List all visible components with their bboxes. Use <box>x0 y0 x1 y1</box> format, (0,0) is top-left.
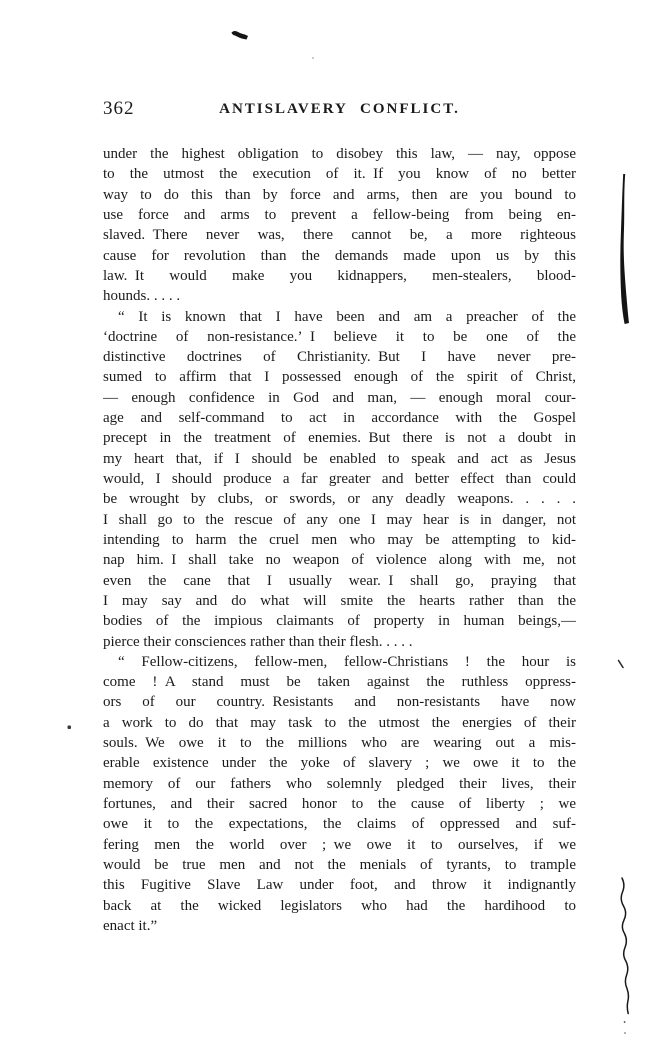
text-line: this Fugitive Slave Law under foot, and throw it indignantly <box>103 877 576 894</box>
pen-squiggle-bottom-right-icon <box>621 878 628 1014</box>
text-line: my heart that, if I should be enabled to speak and act as Jesus <box>103 450 576 467</box>
text-line: intending to harm the cruel men who may be attempting to kid- <box>103 531 576 548</box>
text-line: cause for revolution than the demands made upon us by this <box>103 247 576 264</box>
text-line: law. It would make you kidnappers, men-stealers, blood- <box>103 267 576 284</box>
text-line: be wrought by clubs, or swords, or any deadly weapons. . . . . <box>103 491 576 508</box>
text-line: — enough confidence in God and man, — enough moral cour- <box>103 389 576 406</box>
text-line: ors of our country. Resistants and non-resistants have now <box>103 694 576 711</box>
text-line: even the cane that I usually wear. I shall go, praying that <box>103 572 576 589</box>
text-line: erable existence under the yoke of slavery ; we owe it to the <box>103 755 576 772</box>
paragraph <box>103 307 576 652</box>
text-line: enact it.” <box>103 917 158 934</box>
text-line: hounds. . . . . <box>103 288 181 305</box>
text-line: fering men the world over ; we owe it to ourselves, if we <box>103 836 576 853</box>
text-line: owe it to the expectations, the claims of oppressed and suf- <box>103 816 576 833</box>
text-line: distinctive doctrines of Christianity. But I have never pre- <box>103 349 576 366</box>
page-header <box>103 98 576 122</box>
text-line: bodies of the impious claimants of property in human beings,— <box>103 613 576 630</box>
text-line: I shall go to the rescue of any one I may hear is in danger, not <box>103 511 576 528</box>
text-line: souls. We owe it to the millions who are wearing out a mis- <box>103 735 576 752</box>
running-head: ANTISLAVERY CONFLICT. <box>219 101 460 117</box>
text-line: way to do this than by force and arms, then are you bound to <box>103 186 576 203</box>
page-number: 362 <box>103 98 135 119</box>
page-body <box>103 144 576 936</box>
text-line: under the highest obligation to disobey this law, — nay, oppose <box>103 146 576 162</box>
ink-dot <box>624 1032 626 1034</box>
text-line: ‘doctrine of non-resistance.’ I believe it to be one of the <box>103 328 576 345</box>
text-line: age and self-command to act in accordance with the Gospel <box>103 410 576 427</box>
text-line: back at the wicked legislators who had the hardihood to <box>103 897 576 914</box>
text-line: nap him. I shall take no weapon of violence along with me, not <box>103 552 576 569</box>
text-line: to the utmost the execution of it. If you know of no better <box>103 166 576 183</box>
text-line: pierce their consciences rather than their flesh. . . . . <box>103 633 413 650</box>
ink-dot <box>624 1021 626 1023</box>
ink-tick-right-margin-icon <box>619 661 624 668</box>
ink-speck-left-margin-icon <box>68 726 72 730</box>
text-line: fortunes, and their sacred honor to the cause of liberty ; we <box>103 796 576 812</box>
paragraph <box>103 652 576 936</box>
ink-smudge-top-icon <box>232 31 249 40</box>
pen-stroke-right-margin-icon <box>620 174 629 324</box>
text-line: precept in the treatment of enemies. But there is not a doubt in <box>103 430 576 447</box>
text-line: I may say and do what will smite the hearts rather than the <box>103 592 576 609</box>
text-line: memory of our fathers who solemnly pledged their lives, their <box>103 775 576 792</box>
text-line: “ Fellow-citizens, fellow-men, fellow-Christians ! the hour is <box>118 653 576 670</box>
text-line: “ It is known that I have been and am a preacher of the <box>118 308 576 325</box>
text-line: come ! A stand must be taken against the ruthless oppress- <box>103 674 576 691</box>
text-line: slaved. There never was, there cannot be, a more righteous <box>103 227 576 244</box>
paragraph <box>103 144 576 307</box>
ink-speck-faint <box>312 57 314 59</box>
text-line: use force and arms to prevent a fellow-being from being en- <box>103 206 576 223</box>
text-line: sumed to affirm that I possessed enough of the spirit of Christ, <box>103 369 576 386</box>
text-line: would, I should produce a far greater and better effect than could <box>103 471 576 487</box>
text-line: would be true men and not the menials of tyrants, to trample <box>103 856 576 873</box>
text-line: a work to do that may task to the utmost the energies of their <box>103 714 576 731</box>
